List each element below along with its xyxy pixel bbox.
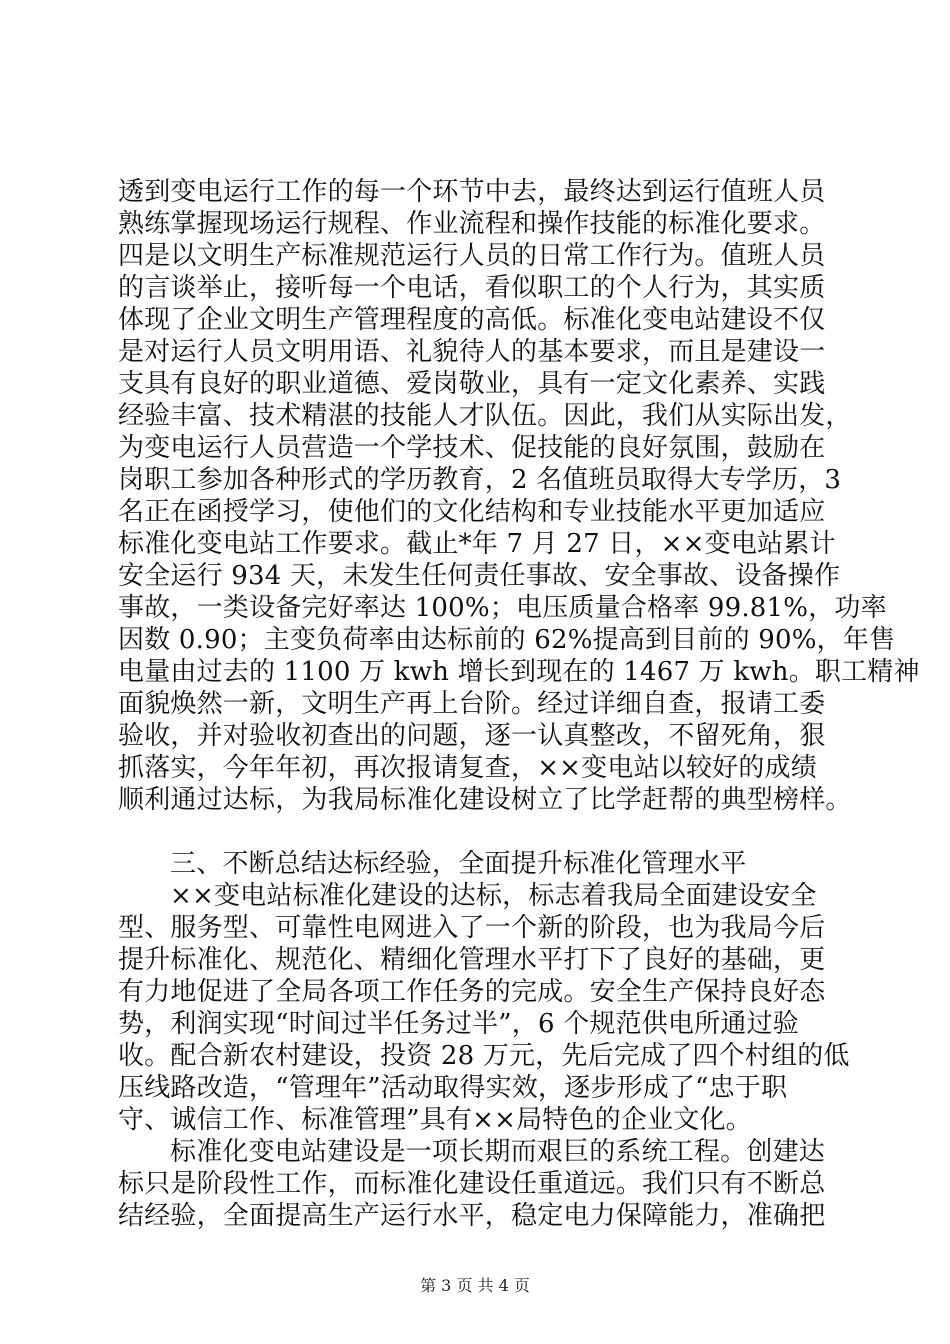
text-line: 顺利通过达标，为我局标准化建设树立了比学赶帮的典型榜样。 — [118, 785, 852, 815]
text-line: 验收，并对验收初查出的问题，逐一认真整改，不留死角，狠 — [118, 721, 826, 751]
text-line: 守、诚信工作、标准管理”具有××局特色的企业文化。 — [118, 1105, 752, 1135]
text-line: 是对运行人员文明用语、礼貌待人的基本要求，而且是建设一 — [118, 337, 826, 367]
text-line: 提升标准化、规范化、精细化管理水平打下了良好的基础，更 — [118, 945, 826, 975]
text-line: 面貌焕然一新，文明生产再上台阶。经过详细自查，报请工委 — [118, 689, 826, 719]
text-line: 事故，一类设备完好率达 100%；电压质量合格率 99.81%，功率 — [118, 593, 887, 623]
text-line: 岗职工参加各种形式的学历教育，2 名值班员取得大专学历，3 — [118, 465, 842, 495]
text-line: 结经验，全面提高生产运行水平，稳定电力保障能力，准确把 — [118, 1201, 826, 1231]
page-number-footer: 第 3 页 共 4 页 — [420, 1276, 530, 1295]
text-line: 标准化变电站建设是一项长期而艰巨的系统工程。创建达 — [170, 1137, 826, 1167]
text-line: 名正在函授学习，使他们的文化结构和专业技能水平更加适应 — [118, 497, 826, 527]
text-line: 支具有良好的职业道德、爱岗敬业，具有一定文化素养、实践 — [118, 369, 826, 399]
text-line: 标只是阶段性工作，而标准化建设任重道远。我们只有不断总 — [118, 1169, 826, 1199]
text-line: 有力地促进了全局各项工作任务的完成。安全生产保持良好态 — [118, 977, 826, 1007]
text-line: 熟练掌握现场运行规程、作业流程和操作技能的标准化要求。 — [118, 209, 826, 239]
text-line: 型、服务型、可靠性电网进入了一个新的阶段，也为我局今后 — [118, 913, 826, 943]
text-line: 收。配合新农村建设，投资 28 万元，先后完成了四个村组的低 — [118, 1041, 850, 1071]
text-line: 为变电运行人员营造一个学技术、促技能的良好氛围，鼓励在 — [118, 433, 826, 463]
text-line: ××变电站标准化建设的达标，标志着我局全面建设安全 — [170, 881, 817, 911]
text-line: 因数 0.90；主变负荷率由达标前的 62%提高到目前的 90%，年售 — [118, 625, 896, 655]
text-line: 标准化变电站工作要求。截止*年 7 月 27 日，××变电站累计 — [118, 529, 836, 559]
text-line: 透到变电运行工作的每一个环节中去，最终达到运行值班人员 — [118, 177, 826, 207]
text-line: 体现了企业文明生产管理程度的高低。标准化变电站建设不仅 — [118, 305, 826, 335]
text-line: 电量由过去的 1100 万 kwh 增长到现在的 1467 万 kwh。职工精神 — [118, 657, 920, 687]
text-line: 抓落实，今年年初，再次报请复查，××变电站以较好的成绩 — [118, 753, 817, 783]
text-line: 的言谈举止，接听每一个电话，看似职工的个人行为，其实质 — [118, 273, 826, 303]
section-heading: 三、不断总结达标经验，全面提升标准化管理水平 — [170, 849, 747, 879]
text-line: 压线路改造，“管理年”活动取得实效，逐步形成了“忠于职 — [118, 1073, 788, 1103]
text-line: 四是以文明生产标准规范运行人员的日常工作行为。值班人员 — [118, 241, 826, 271]
text-line: 经验丰富、技术精湛的技能人才队伍。因此，我们从实际出发， — [118, 401, 852, 431]
text-line: 安全运行 934 天，未发生任何责任事故、安全事故、设备操作 — [118, 561, 841, 591]
text-line: 势，利润实现“时间过半任务过半”，6 个规范供电所通过验 — [118, 1009, 799, 1039]
